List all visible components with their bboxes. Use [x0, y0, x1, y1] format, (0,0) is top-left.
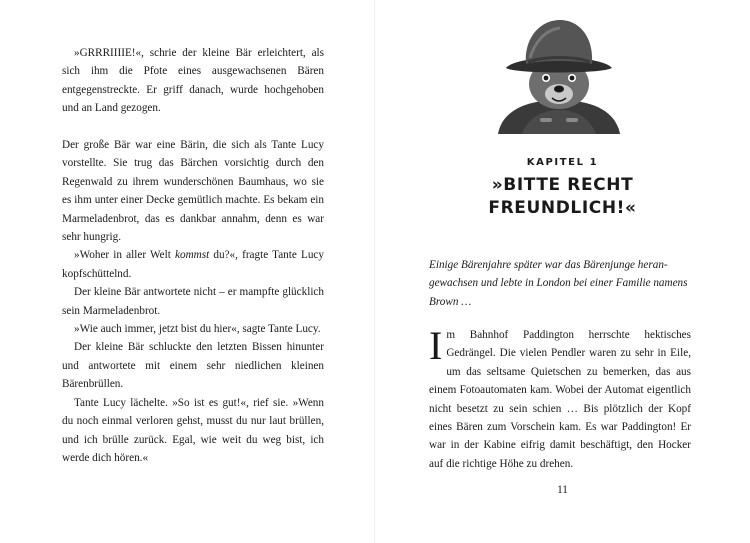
- paragraph-p7: Tante Lucy lächelte. »So ist es gut!«, rief sie. »Wenn du noch einmal verloren gehst, musst du nur laut brüllen, und ich brülle zurück. Egal, wie weit du weg bist, ich werde dich hören.«: [62, 396, 324, 464]
- chapter-title-line: »BITTE RECHT: [491, 175, 634, 195]
- intro-line: Einige Bärenjahre später war das Bärenjunge heran-: [429, 259, 668, 271]
- paragraph-gap: [62, 118, 324, 136]
- paragraph-p2: Der große Bär war eine Bärin, die sich als Tante Lucy vorstellte. Sie trug das Bärchen vorsichtig durch den Regenwald zu ihrem wunderschönen Baumhaus, wo sie es ihm unter einer Decke gemütlich machte. Es bekam ein Marmeladenbrot, das es dankbar annahm, denn es war sehr hungrig.: [62, 139, 324, 244]
- drop-cap: I: [429, 323, 443, 368]
- chapter-title: [375, 174, 750, 220]
- page-number: 11: [557, 484, 568, 496]
- emphasis-text: kommst: [175, 249, 210, 262]
- chapter-body-paragraph: [429, 323, 691, 473]
- paragraph-p4: Der kleine Bär antwortete nicht – er mampfte glücklich sein Marmeladenbrot.: [62, 286, 324, 317]
- paddington-bear-illustration: [482, 14, 636, 134]
- chapter-body-text: m Bahnhof Paddington herrschte hektisches Gedrängel. Die vielen Pendler waren zu sehr in Eile, um das seltsame Quietschen zu bemerken, das aus einem Fotoautomaten kam. Wobei der Automat eigentlich nicht besetzt zu sein schien … Bis plötzlich der Kopf eines Bären zum Vorschein kam. Es war Paddington! Er war in der Kabine eifrig damit beschäftigt, den Hocker auf die richtige Höhe zu drehen.: [429, 329, 691, 470]
- right-page: [375, 0, 750, 543]
- chapter-intro: [429, 256, 691, 311]
- paragraph-text: du?«, fragte Tante Lucy kopfschüttelnd.: [62, 249, 324, 280]
- intro-line: Brown …: [429, 295, 472, 308]
- paragraph-p3: [62, 246, 324, 283]
- chapter-label: KAPITEL 1: [526, 157, 599, 168]
- paragraph-p5: »Wie auch immer, jetzt bist du hier«, sagte Tante Lucy.: [74, 323, 321, 336]
- paragraph-p6: Der kleine Bär schluckte den letzten Bissen hinunter und antwortete mit einem sehr niedlichen kleinen Bärenbrüllen.: [62, 341, 324, 391]
- coat-toggle: [540, 118, 552, 122]
- chapter-body: [429, 323, 691, 473]
- chapter-title-line: FREUNDLICH!«: [488, 198, 637, 218]
- intro-line: gewachsen und lebte in London bei einer Familie namens: [429, 277, 688, 290]
- paragraph-p1: »GRRRIIIIE!«, schrie der kleine Bär erleichtert, als sich ihm die Pfote eines ausgewachsenen Bären entgegenstreckte. Er griff danach, wurde hochgehoben und an Land gezogen.: [62, 47, 324, 115]
- left-page-text: [62, 44, 324, 467]
- paragraph-text: »Woher in aller Welt: [74, 249, 176, 262]
